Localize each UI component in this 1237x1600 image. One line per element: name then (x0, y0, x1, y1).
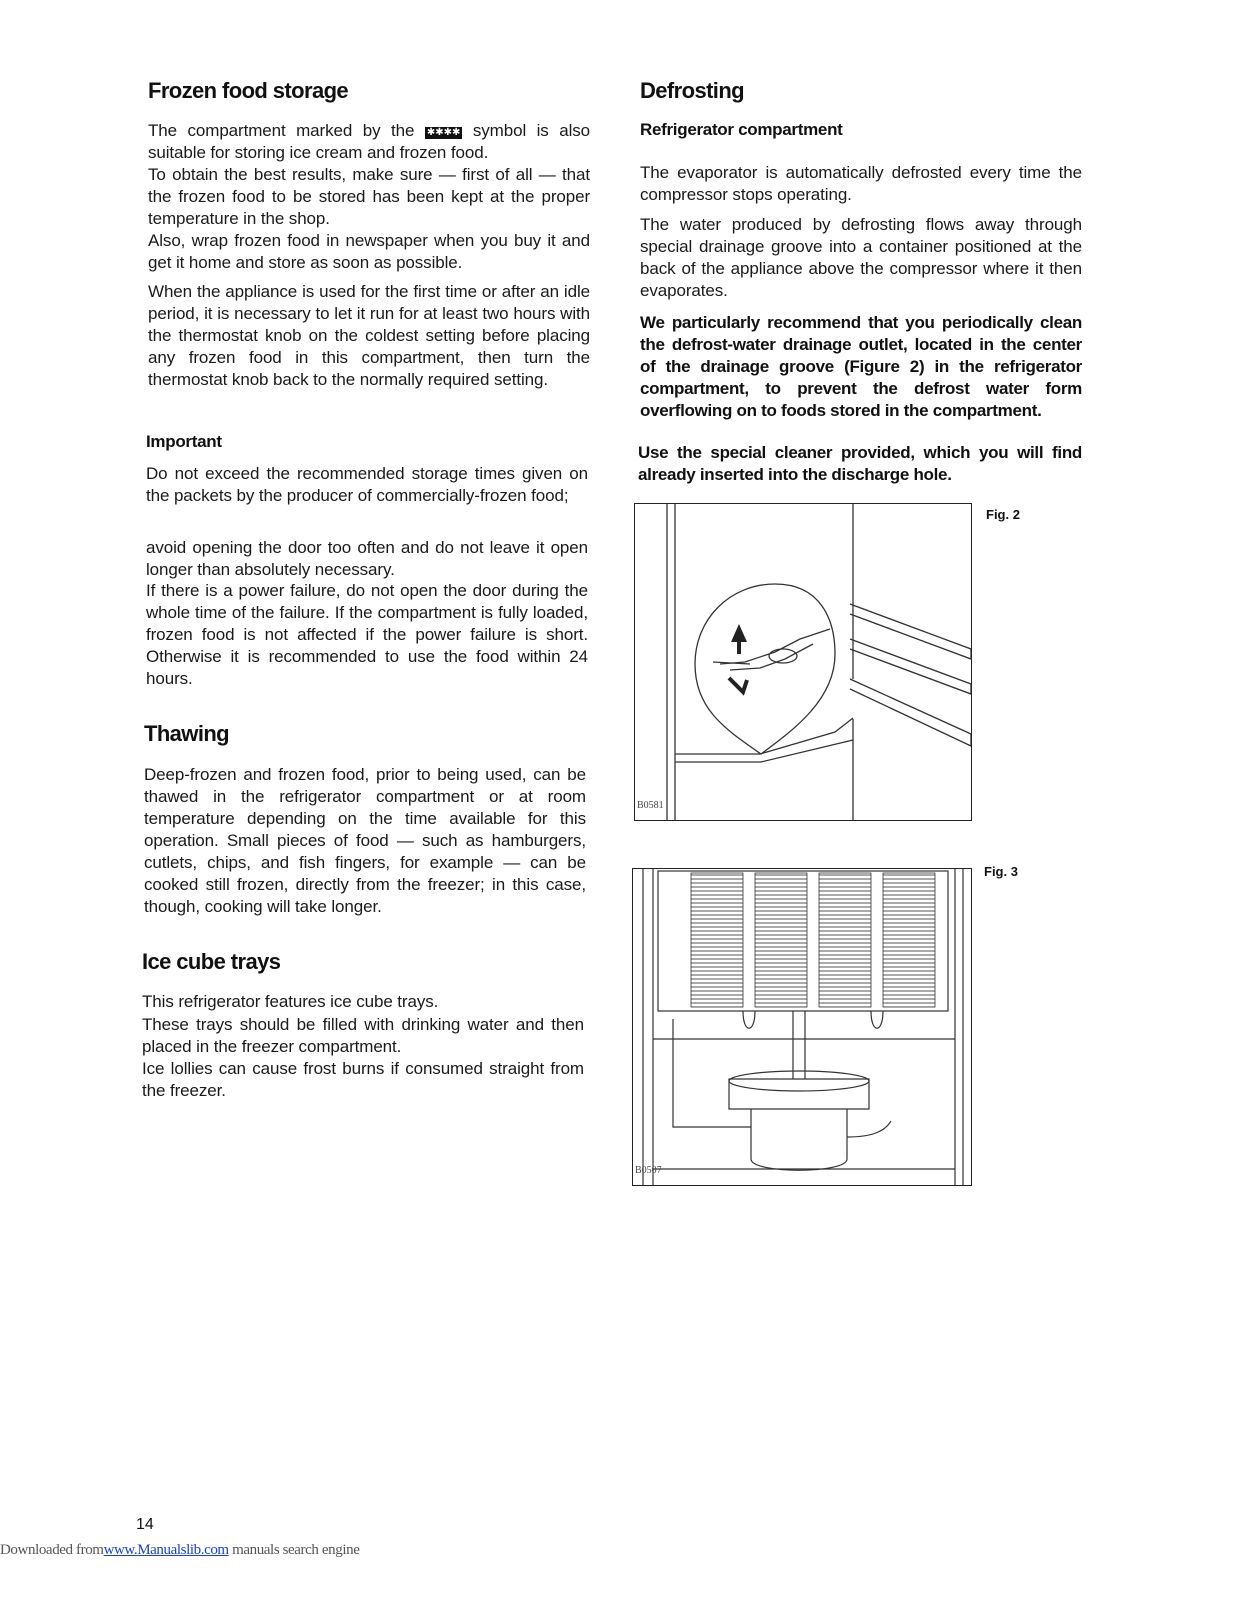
figure-2-illustration (635, 504, 971, 820)
four-star-symbol-icon: ✱✱✱✱ (426, 127, 461, 138)
important-heading: Important (146, 432, 222, 451)
page-number: 14 (136, 1516, 154, 1533)
figure-3-code: B0507 (635, 1165, 662, 1176)
ice-paragraph-2: These trays should be filled with drinking water and then placed in the freezer compartment. (142, 1015, 584, 1056)
download-footer (0, 1542, 359, 1559)
figure-2-label: Fig. 2 (986, 507, 1020, 522)
footer-suffix: manuals search engine (228, 1542, 360, 1558)
frozen-p1-after: symbol is also suitable for storing ice cream and frozen food. (148, 121, 591, 162)
ice-paragraph-1: This refrigerator features ice cube trays. (142, 992, 439, 1011)
frozen-paragraph-1b: To obtain the best results, make sure — first of all — that the frozen food to be stored has been kept at the proper temperature in the shop. (148, 165, 590, 228)
important-paragraph-3: If there is a power failure, do not open the door during the whole time of the failure. If the compartment is fully loaded, frozen food is not affected if the power failure is short. Otherwise it is recommended to use the food within 24 hours. (146, 581, 588, 688)
refrigerator-compartment-heading: Refrigerator compartment (640, 120, 843, 139)
ice-cube-trays-heading: Ice cube trays (142, 949, 281, 974)
defrost-paragraph-1: The evaporator is automatically defrosted every time the compressor stops operating. (640, 163, 1082, 204)
figure-2-code: B0581 (637, 800, 664, 811)
frozen-food-storage-heading: Frozen food storage (148, 78, 349, 103)
manualslib-link[interactable]: www.Manualslib.com (103, 1542, 229, 1558)
thawing-heading: Thawing (144, 721, 230, 746)
footer-prefix: Downloaded from (0, 1542, 104, 1558)
defrosting-heading: Defrosting (640, 78, 745, 103)
frozen-paragraph-2: When the appliance is used for the first time or after an idle period, it is necessary to let it run for at least two hours with the thermostat knob on the coldest setting before placing any frozen food in this compartment, then turn the thermostat knob back to the normally required setting. (148, 282, 590, 389)
defrost-bold-paragraph-1: We particularly recommend that you periodically clean the defrost-water drainage outlet, located in the center of the drainage groove (Figure 2) in the refrigerator compartment, to prevent the defrost water form overflowing on to foods stored in the compartment. (640, 313, 1082, 420)
defrost-paragraph-2: The water produced by defrosting flows away through special drainage groove into a container positioned at the back of the appliance above the compressor where it then evaporates. (640, 215, 1082, 300)
up-arrow-icon (731, 624, 747, 654)
frozen-paragraph-1c: Also, wrap frozen food in newspaper when you buy it and get it home and store as soon as possible. (148, 231, 590, 272)
frozen-p1-before: The compartment marked by the (148, 121, 415, 140)
defrost-bold-paragraph-2: Use the special cleaner provided, which you will find already inserted into the discharge hole. (638, 443, 1082, 484)
frozen-paragraph-1 (148, 120, 590, 164)
ice-paragraph-3: Ice lollies can cause frost burns if consumed straight from the freezer. (142, 1059, 584, 1100)
figure-2-drainage-cleaning (634, 503, 972, 821)
figure-3-evaporator-compressor (632, 868, 972, 1186)
important-paragraph-2: avoid opening the door too often and do not leave it open longer than absolutely necessary. (146, 538, 588, 579)
figure-3-label: Fig. 3 (984, 864, 1018, 879)
important-paragraph-1: Do not exceed the recommended storage times given on the packets by the producer of commercially-frozen food; (146, 464, 588, 505)
thawing-paragraph: Deep-frozen and frozen food, prior to being used, can be thawed in the refrigerator compartment or at room temperature depending on the time available for this operation. Small pieces of food — such as hamburgers, cutlets, chips, and fish fingers, for example — can be cooked still frozen, directly from the freezer; in this case, though, cooking will take longer. (144, 765, 586, 916)
figure-3-illustration (633, 869, 971, 1185)
